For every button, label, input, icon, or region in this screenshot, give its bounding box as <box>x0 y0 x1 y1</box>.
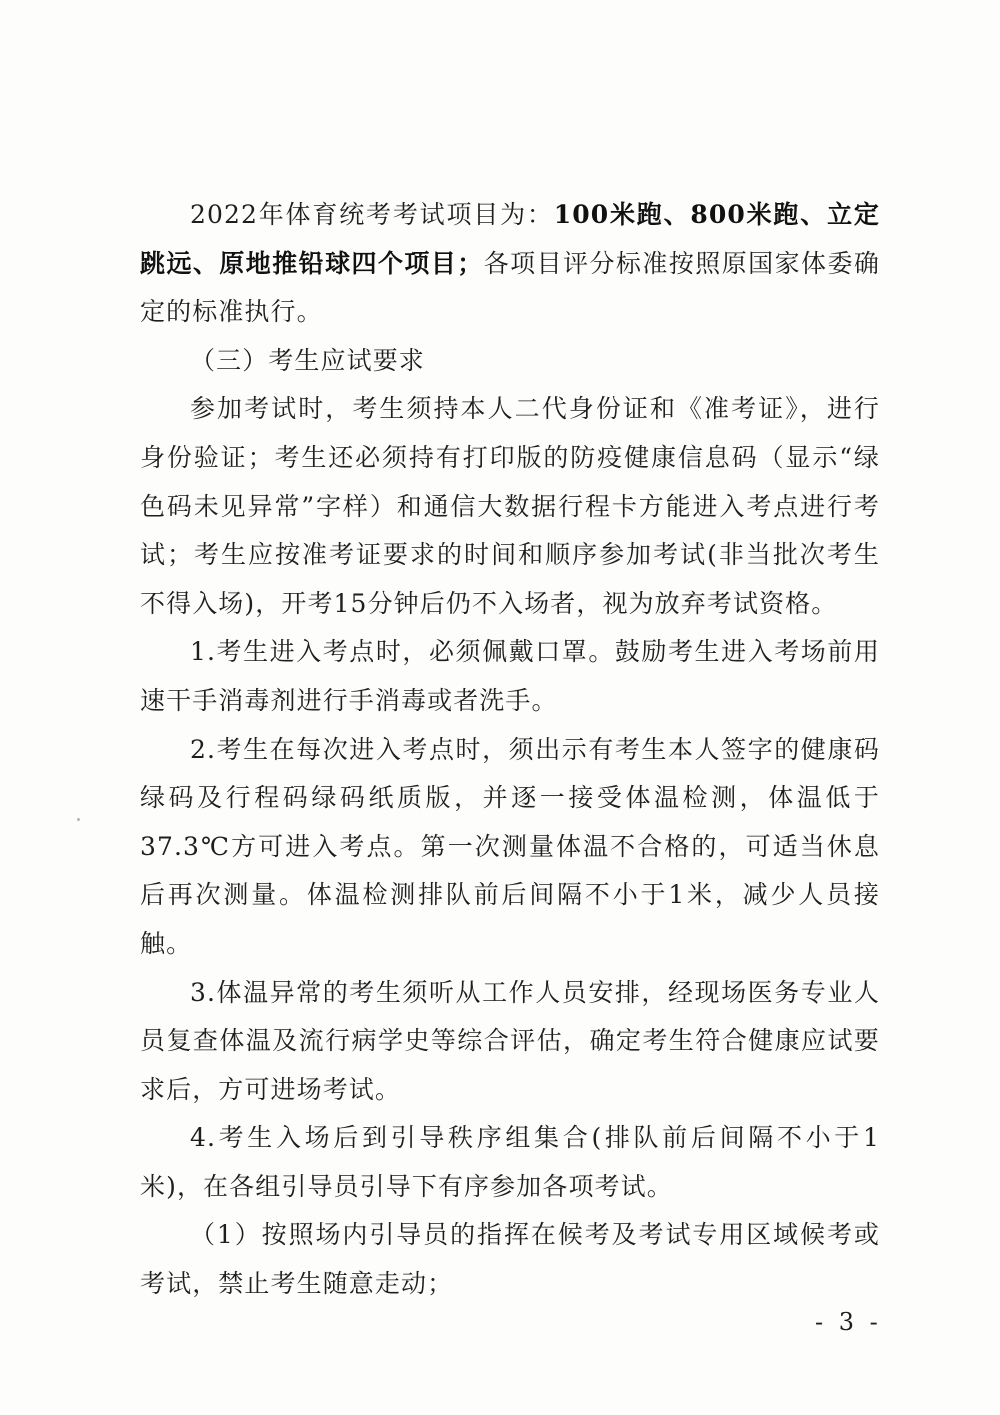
subitem-1-text: （1）按照场内引导员的指挥在候考及考试专用区域候考或考试，禁止考生随意走动； <box>140 1220 880 1299</box>
item-1-text: 1.考生进入考点时，必须佩戴口罩。鼓励考生进入考场前用速干手消毒剂进行手消毒或者洗手。 <box>140 637 880 715</box>
paragraph-exam-items <box>140 191 880 337</box>
item-4-text: 4.考生入场后到引导秩序组集合(排队前后间隔不小于1米)，在各组引导员引导下有序参加各项考试。 <box>140 1123 880 1201</box>
section-heading-text: （三）考生应试要求 <box>190 345 425 375</box>
paragraph-subitem-1-waiting <box>140 1211 880 1308</box>
section-heading-requirements <box>140 337 880 386</box>
scan-speck <box>77 818 80 821</box>
exam-items-standard: 各项目评分标准按照原国家体委确定的标准执行。 <box>140 248 880 327</box>
item-3-text: 3.体温异常的考生须听从工作人员安排，经现场医务专业人员复查体温及流行病学史等综合评估，确定考生符合健康应试要求后，方可进场考试。 <box>140 977 880 1104</box>
paragraph-item-1-mask <box>140 628 880 725</box>
paragraph-item-4-assembly <box>140 1114 880 1211</box>
paragraph-item-2-health-code <box>140 726 880 969</box>
exam-items-list: 100米跑、800米跑、立定跳远、原地推铅球四个项目； <box>140 200 880 278</box>
exam-items-intro: 2022年体育统考考试项目为： <box>190 200 554 229</box>
identity-check-text: 参加考试时，考生须持本人二代身份证和《准考证》，进行身份验证；考生还必须持有打印版的防疫健康信息码（显示“绿色码未见异常”字样）和通信大数据行程卡方能进入考点进行考试；考生应按准考证要求的时间和顺序参加考试(非当批次考生不得入场)，开考15分钟后仍不入场者，视为放弃考试资格。 <box>140 394 880 618</box>
paragraph-item-3-abnormal-temp <box>140 969 880 1115</box>
paragraph-identity-check <box>140 385 880 628</box>
document-body <box>140 191 880 1309</box>
page-number: - 3 - <box>815 1308 882 1336</box>
item-2-text: 2.考生在每次进入考点时，须出示有考生本人签字的健康码绿码及行程码绿码纸质版，并逐一接受体温检测，体温低于37.3℃方可进入考点。第一次测量体温不合格的，可适当休息后再次测量。体温检测排队前后间隔不小于1米，减少人员接触。 <box>140 734 880 958</box>
